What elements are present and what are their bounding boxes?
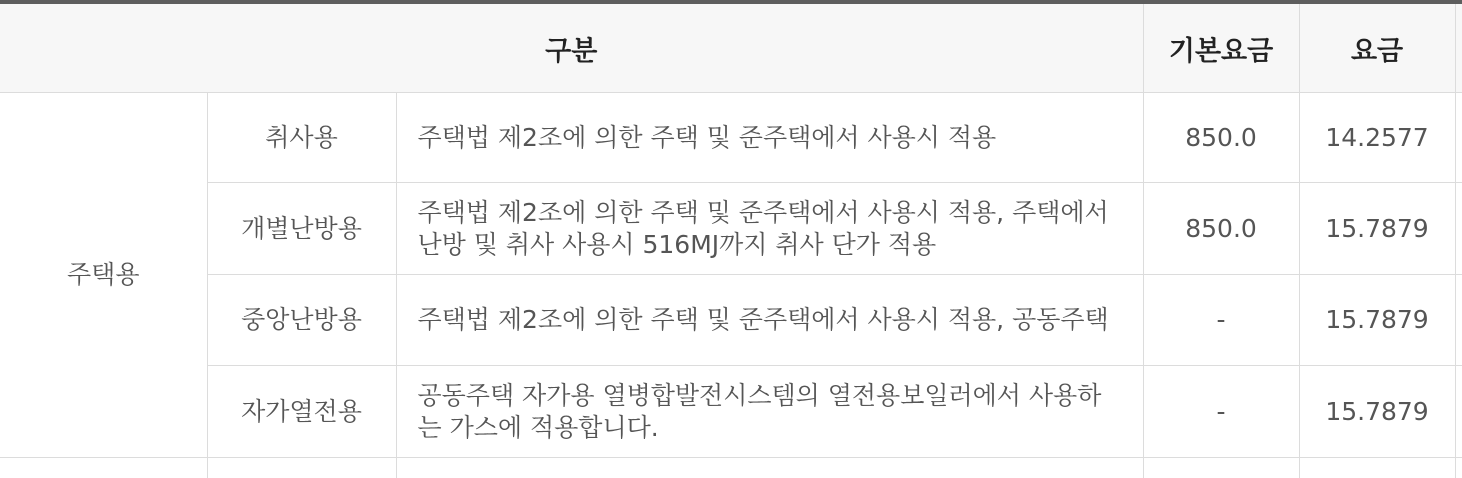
table-row bbox=[0, 93, 1462, 183]
row-fee: 15.7879 bbox=[1299, 275, 1455, 366]
row-edge-cell bbox=[1455, 183, 1462, 275]
row-description: 주택법 제2조에 의한 주택 및 준주택에서 사용시 적용 bbox=[396, 93, 1143, 183]
table-row bbox=[0, 366, 1462, 458]
row-base-fee: 850.0 bbox=[1143, 183, 1299, 275]
row-name: 취사용 bbox=[207, 93, 396, 183]
header-edge-cell bbox=[1455, 2, 1462, 93]
row-base-fee: 850.0 bbox=[1143, 93, 1299, 183]
row-name: 자가열전용 bbox=[207, 366, 396, 458]
row-description: 주택법 제2조에 의한 주택 및 준주택에서 사용시 적용, 공동주택 bbox=[396, 275, 1143, 366]
row-fee: 15.7879 bbox=[1299, 366, 1455, 458]
row-edge-cell bbox=[1455, 275, 1462, 366]
table-row bbox=[0, 183, 1462, 275]
row-description: 공동주택 자가용 열병합발전시스템의 열전용보일러에서 사용하는 가스에 적용합니다. bbox=[396, 366, 1143, 458]
header-category: 구분 bbox=[0, 2, 1143, 93]
row-base-fee: - bbox=[1143, 275, 1299, 366]
row-name: 중앙난방용 bbox=[207, 275, 396, 366]
table-header-row bbox=[0, 2, 1462, 93]
header-base-fee: 기본요금 bbox=[1143, 2, 1299, 93]
row-edge-cell bbox=[1455, 93, 1462, 183]
row-base-fee: - bbox=[1143, 366, 1299, 458]
header-fee: 요금 bbox=[1299, 2, 1455, 93]
row-fee: 14.2577 bbox=[1299, 93, 1455, 183]
row-fee: 15.7879 bbox=[1299, 183, 1455, 275]
table-row bbox=[0, 275, 1462, 366]
row-name: 개별난방용 bbox=[207, 183, 396, 275]
group-residential: 주택용 bbox=[0, 93, 207, 458]
row-edge-cell bbox=[1455, 366, 1462, 458]
row-description: 주택법 제2조에 의한 주택 및 준주택에서 사용시 적용, 주택에서 난방 및 취사 사용시 516MJ까지 취사 단가 적용 bbox=[396, 183, 1143, 275]
